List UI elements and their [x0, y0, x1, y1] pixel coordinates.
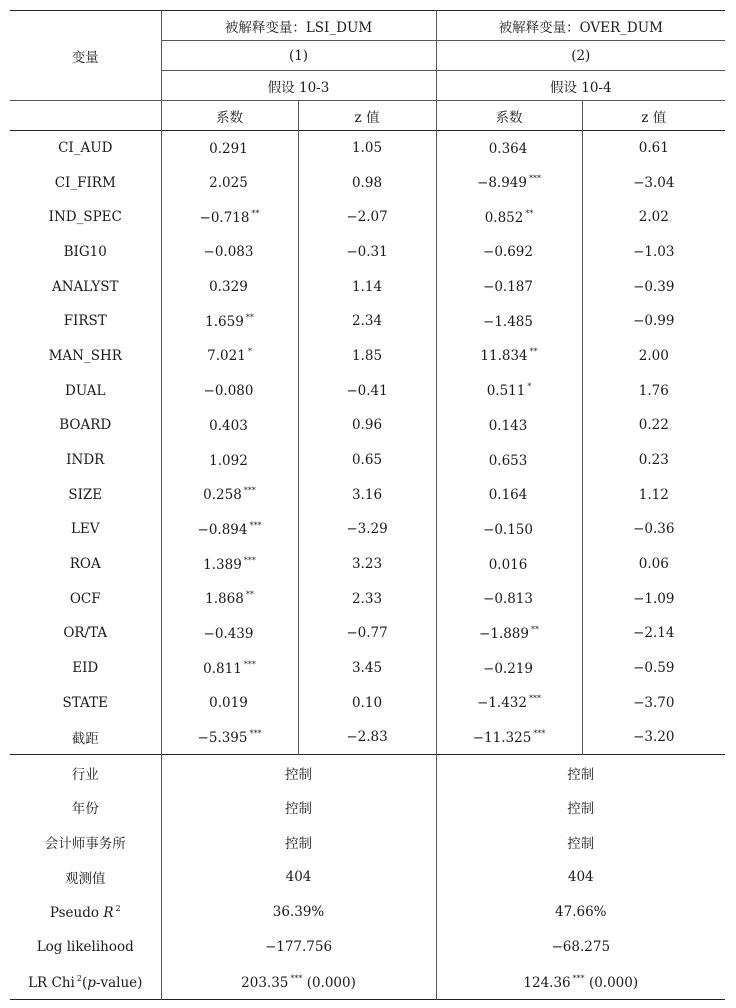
coef-model-2: 0.364 — [436, 131, 582, 166]
coef-model-2: −1.889 ** — [436, 616, 582, 651]
table-row — [10, 339, 725, 374]
header-spacer — [10, 101, 161, 131]
z-model-2: −1.03 — [582, 235, 725, 270]
coef-model-2: 0.511 * — [436, 373, 582, 408]
coef-model-2: 0.016 — [436, 547, 582, 582]
variable-name: CI_FIRM — [54, 174, 116, 191]
significance-stars: * — [527, 382, 532, 392]
observations-1: 404 — [161, 860, 436, 895]
z-model-1: 2.34 — [298, 304, 436, 339]
z-model-2: −0.99 — [582, 304, 725, 339]
coef-model-1: 0.403 — [161, 408, 298, 443]
table-row — [10, 304, 725, 339]
variable-name: EID — [72, 660, 99, 677]
table-footer — [10, 755, 725, 1000]
z-model-1: 3.45 — [298, 651, 436, 686]
z-model-2: 0.22 — [582, 408, 725, 443]
firm-control-2: 控制 — [436, 825, 725, 860]
coef-header-1: 系数 — [161, 101, 298, 131]
significance-stars: *** — [529, 174, 541, 184]
z-model-1: −2.07 — [298, 200, 436, 235]
z-header-1: z 值 — [298, 101, 436, 131]
table-row — [10, 443, 725, 478]
significance-stars: *** — [529, 694, 541, 704]
coef-model-1: 2.025 — [161, 165, 298, 200]
variable-name: BIG10 — [63, 243, 107, 260]
coef-model-1: 1.389 *** — [161, 547, 298, 582]
variable-name: IND_SPEC — [48, 209, 122, 226]
z-model-1: −0.77 — [298, 616, 436, 651]
z-model-1: −0.31 — [298, 235, 436, 270]
lr-chi2-1: 203.35 *** (0.000) — [161, 965, 436, 1000]
variable-name: OR/TA — [63, 625, 108, 642]
table-header — [10, 11, 725, 131]
z-model-1: 2.33 — [298, 581, 436, 616]
table-row — [10, 581, 725, 616]
table-row — [10, 686, 725, 721]
coef-model-2: 0.143 — [436, 408, 582, 443]
coef-model-2: −0.219 — [436, 651, 582, 686]
significance-stars: ** — [525, 208, 534, 218]
z-model-2: −3.70 — [582, 686, 725, 721]
coef-model-2: −1.432 *** — [436, 686, 582, 721]
variable-name: DUAL — [65, 382, 106, 399]
z-header-2: z 值 — [582, 101, 725, 131]
z-model-1: 3.16 — [298, 477, 436, 512]
significance-stars: ** — [251, 208, 260, 218]
z-model-2: 0.06 — [582, 547, 725, 582]
lr-chi2-2: 124.36 *** (0.000) — [436, 965, 725, 1000]
z-model-2: 1.76 — [582, 373, 725, 408]
model-number-1: (1) — [161, 41, 436, 71]
variable-name: STATE — [62, 694, 108, 711]
coef-model-2: 0.852 ** — [436, 200, 582, 235]
footer-label-log-likelihood: Log likelihood — [36, 939, 134, 956]
coef-model-2: −8.949 *** — [436, 165, 582, 200]
coef-model-2: −0.187 — [436, 269, 582, 304]
log-likelihood-1: −177.756 — [161, 930, 436, 965]
coef-header-2: 系数 — [436, 101, 582, 131]
coef-model-2: −0.150 — [436, 512, 582, 547]
footer-label-year: 年份 — [71, 801, 99, 818]
coef-model-1: −0.080 — [161, 373, 298, 408]
coef-model-2: −0.813 — [436, 581, 582, 616]
variable-name: ROA — [69, 556, 101, 573]
table-row — [10, 373, 725, 408]
pseudo-r2-1: 36.39% — [161, 895, 436, 930]
coef-model-2: 11.834 ** — [436, 339, 582, 374]
z-model-1: 0.10 — [298, 686, 436, 721]
firm-control-1: 控制 — [161, 825, 436, 860]
table-row — [10, 720, 725, 755]
significance-stars: *** — [533, 728, 546, 738]
coef-model-1: −0.083 — [161, 235, 298, 270]
z-model-2: 1.12 — [582, 477, 725, 512]
hypothesis-1: 假设 10-3 — [161, 71, 436, 101]
variable-name: MAN_SHR — [48, 347, 122, 364]
z-model-2: −2.14 — [582, 616, 725, 651]
coef-model-1: 1.092 — [161, 443, 298, 478]
coef-model-1: −0.439 — [161, 616, 298, 651]
coef-model-1: 1.868 ** — [161, 581, 298, 616]
table-row — [10, 477, 725, 512]
significance-stars: *** — [243, 555, 256, 565]
observations-2: 404 — [436, 860, 725, 895]
z-model-1: 1.14 — [298, 269, 436, 304]
z-model-1: 1.85 — [298, 339, 436, 374]
table-row — [10, 200, 725, 235]
significance-stars: *** — [243, 659, 256, 669]
variable-name: CI_AUD — [58, 140, 113, 157]
significance-stars: *** — [243, 486, 256, 496]
industry-control-2: 控制 — [436, 755, 725, 790]
table-body — [10, 131, 725, 755]
coef-model-2: −0.692 — [436, 235, 582, 270]
year-control-1: 控制 — [161, 790, 436, 825]
z-model-2: 2.00 — [582, 339, 725, 374]
variable-name: 截距 — [71, 731, 99, 748]
table-row — [10, 235, 725, 270]
z-model-2: −0.59 — [582, 651, 725, 686]
significance-stars: *** — [249, 520, 262, 530]
table-row — [10, 165, 725, 200]
significance-stars: ** — [529, 347, 538, 357]
dependent-variable-2: 被解释变量：OVER_DUM — [436, 11, 725, 41]
z-model-1: 3.23 — [298, 547, 436, 582]
coef-model-2: 0.164 — [436, 477, 582, 512]
coef-model-1: −5.395 *** — [161, 720, 298, 755]
z-model-2: −0.36 — [582, 512, 725, 547]
z-model-1: −3.29 — [298, 512, 436, 547]
coef-model-1: −0.718 ** — [161, 200, 298, 235]
z-model-2: 0.61 — [582, 131, 725, 166]
log-likelihood-2: −68.275 — [436, 930, 725, 965]
table-row — [10, 131, 725, 166]
z-model-1: 1.05 — [298, 131, 436, 166]
z-model-1: 0.96 — [298, 408, 436, 443]
z-model-1: 0.65 — [298, 443, 436, 478]
coef-model-1: 7.021 * — [161, 339, 298, 374]
coef-model-1: 0.258 *** — [161, 477, 298, 512]
coef-model-1: −0.894 *** — [161, 512, 298, 547]
pseudo-r2-2: 47.66% — [436, 895, 725, 930]
z-model-2: −3.04 — [582, 165, 725, 200]
coef-model-1: 0.811 *** — [161, 651, 298, 686]
z-model-1: −0.41 — [298, 373, 436, 408]
hypothesis-2: 假设 10-4 — [436, 71, 725, 101]
z-model-2: 0.23 — [582, 443, 725, 478]
model-number-2: (2) — [436, 41, 725, 71]
coef-model-2: −1.485 — [436, 304, 582, 339]
significance-stars: ** — [531, 624, 539, 634]
coef-model-1: 1.659 ** — [161, 304, 298, 339]
table-row — [10, 616, 725, 651]
z-model-2: −3.20 — [582, 720, 725, 755]
z-model-2: −1.09 — [582, 581, 725, 616]
variable-name: SIZE — [68, 486, 103, 503]
coef-model-2: −11.325 *** — [436, 720, 582, 755]
significance-stars: ** — [245, 312, 254, 322]
significance-stars: *** — [249, 728, 262, 738]
variable-column-header: 变量 — [71, 49, 99, 66]
table-row — [10, 408, 725, 443]
footer-label-pseudo-r2: Pseudo R $^2$ — [49, 903, 121, 921]
industry-control-1: 控制 — [161, 755, 436, 790]
dependent-variable-1: 被解释变量：LSI_DUM — [161, 11, 436, 41]
variable-name: OCF — [69, 590, 101, 607]
footer-label-lr-chi2: LR Chi $^2$(p-value) — [28, 973, 143, 991]
footer-label-observations: 观测值 — [65, 871, 106, 888]
significance-stars: ** — [245, 590, 254, 600]
coef-model-1: 0.019 — [161, 686, 298, 721]
regression-table — [10, 10, 725, 1000]
variable-name: BOARD — [59, 417, 112, 434]
year-control-2: 控制 — [436, 790, 725, 825]
footer-label-firm: 会计师事务所 — [44, 836, 126, 853]
variable-name: ANALYST — [51, 278, 119, 295]
z-model-1: −2.83 — [298, 720, 436, 755]
coef-model-1: 0.291 — [161, 131, 298, 166]
z-model-2: 2.02 — [582, 200, 725, 235]
coef-model-1: 0.329 — [161, 269, 298, 304]
table-row — [10, 651, 725, 686]
z-model-2: −0.39 — [582, 269, 725, 304]
z-model-1: 0.98 — [298, 165, 436, 200]
variable-name: LEV — [70, 521, 100, 538]
table-row — [10, 269, 725, 304]
footer-label-industry: 行业 — [71, 766, 99, 783]
table-row — [10, 547, 725, 582]
variable-name: INDR — [66, 452, 105, 469]
significance-stars: * — [247, 347, 252, 357]
table-row — [10, 512, 725, 547]
variable-name: FIRST — [63, 313, 107, 330]
coef-model-2: 0.653 — [436, 443, 582, 478]
